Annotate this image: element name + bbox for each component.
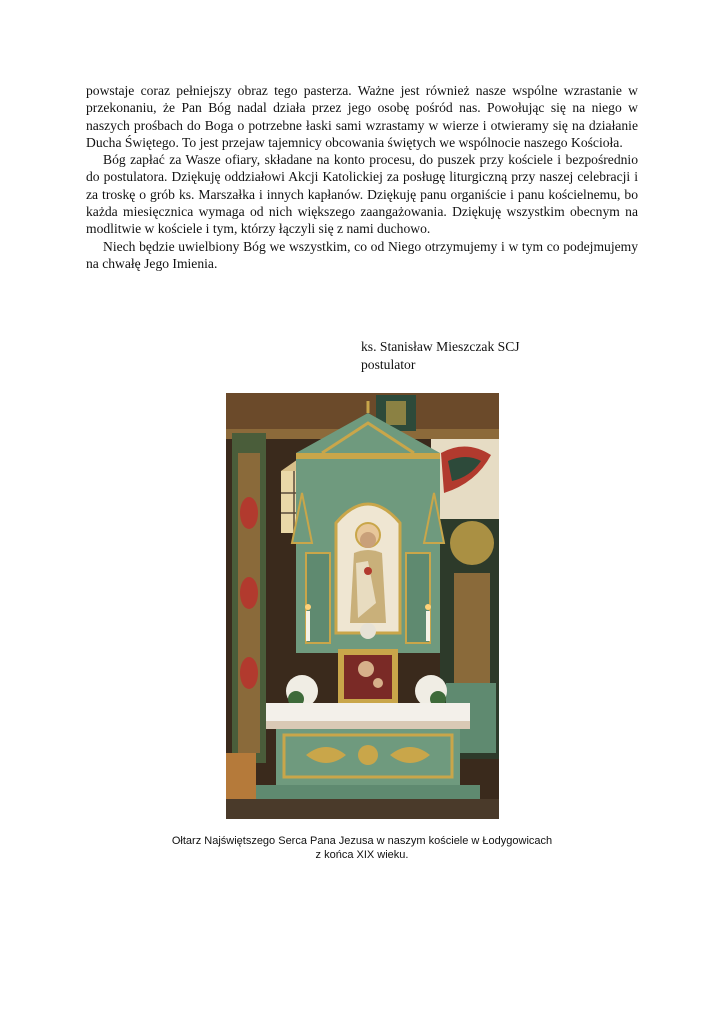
photo-caption: [130, 834, 594, 862]
signature-name: ks. Stanisław Mieszczak SCJ: [361, 339, 520, 354]
paragraph-1: powstaje coraz pełniejszy obraz tego pasterza. Ważne jest również nasze wspólne wzrastanie w przekonaniu, że Pan Bóg nadal działa przez jego osobę pośród nas. Powołując się na niego w naszych prośbach do Boga o potrzebne łaski sami wzrastamy w wierze i otwieramy się na działanie Ducha Świętego. To jest przejaw tajemnicy obcowania świętych we wspólnocie naszego Kościoła.: [86, 83, 638, 150]
altar-illustration: [226, 393, 499, 819]
paragraph-3: Niech będzie uwielbiony Bóg we wszystkim, co od Niego otrzymujemy i w tym co podejmujemy na chwałę Jego Imienia.: [86, 238, 638, 271]
caption-line-1: Ołtarz Najświętszego Serca Pana Jezusa w naszym kościele w Łodygowicach: [171, 835, 553, 847]
paragraph-2: Bóg zapłać za Wasze ofiary, składane na konto procesu, do puszek przy kościele i bezpośrednio do postulatora. Dziękuję oddziałowi Akcji Katolickiej za posługę liturgiczną przy naszej celebracji i za troskę o grób ks. Marszałka i innych kapłanów. Dziękuję panu organiście i panu kościelnemu, bo każda miesięcznica wymaga od nich większego zaangażowania. Dziękuję wszystkim obecnym na modlitwie w kościele i tym, którzy łączyli się z nami duchowo.: [86, 152, 638, 237]
signature-block: [361, 338, 520, 373]
body-text: [86, 82, 638, 272]
caption-line-2: z końca XIX wieku.: [315, 849, 409, 861]
altar-photo: [226, 393, 499, 819]
signature-role: postulator: [361, 356, 416, 372]
